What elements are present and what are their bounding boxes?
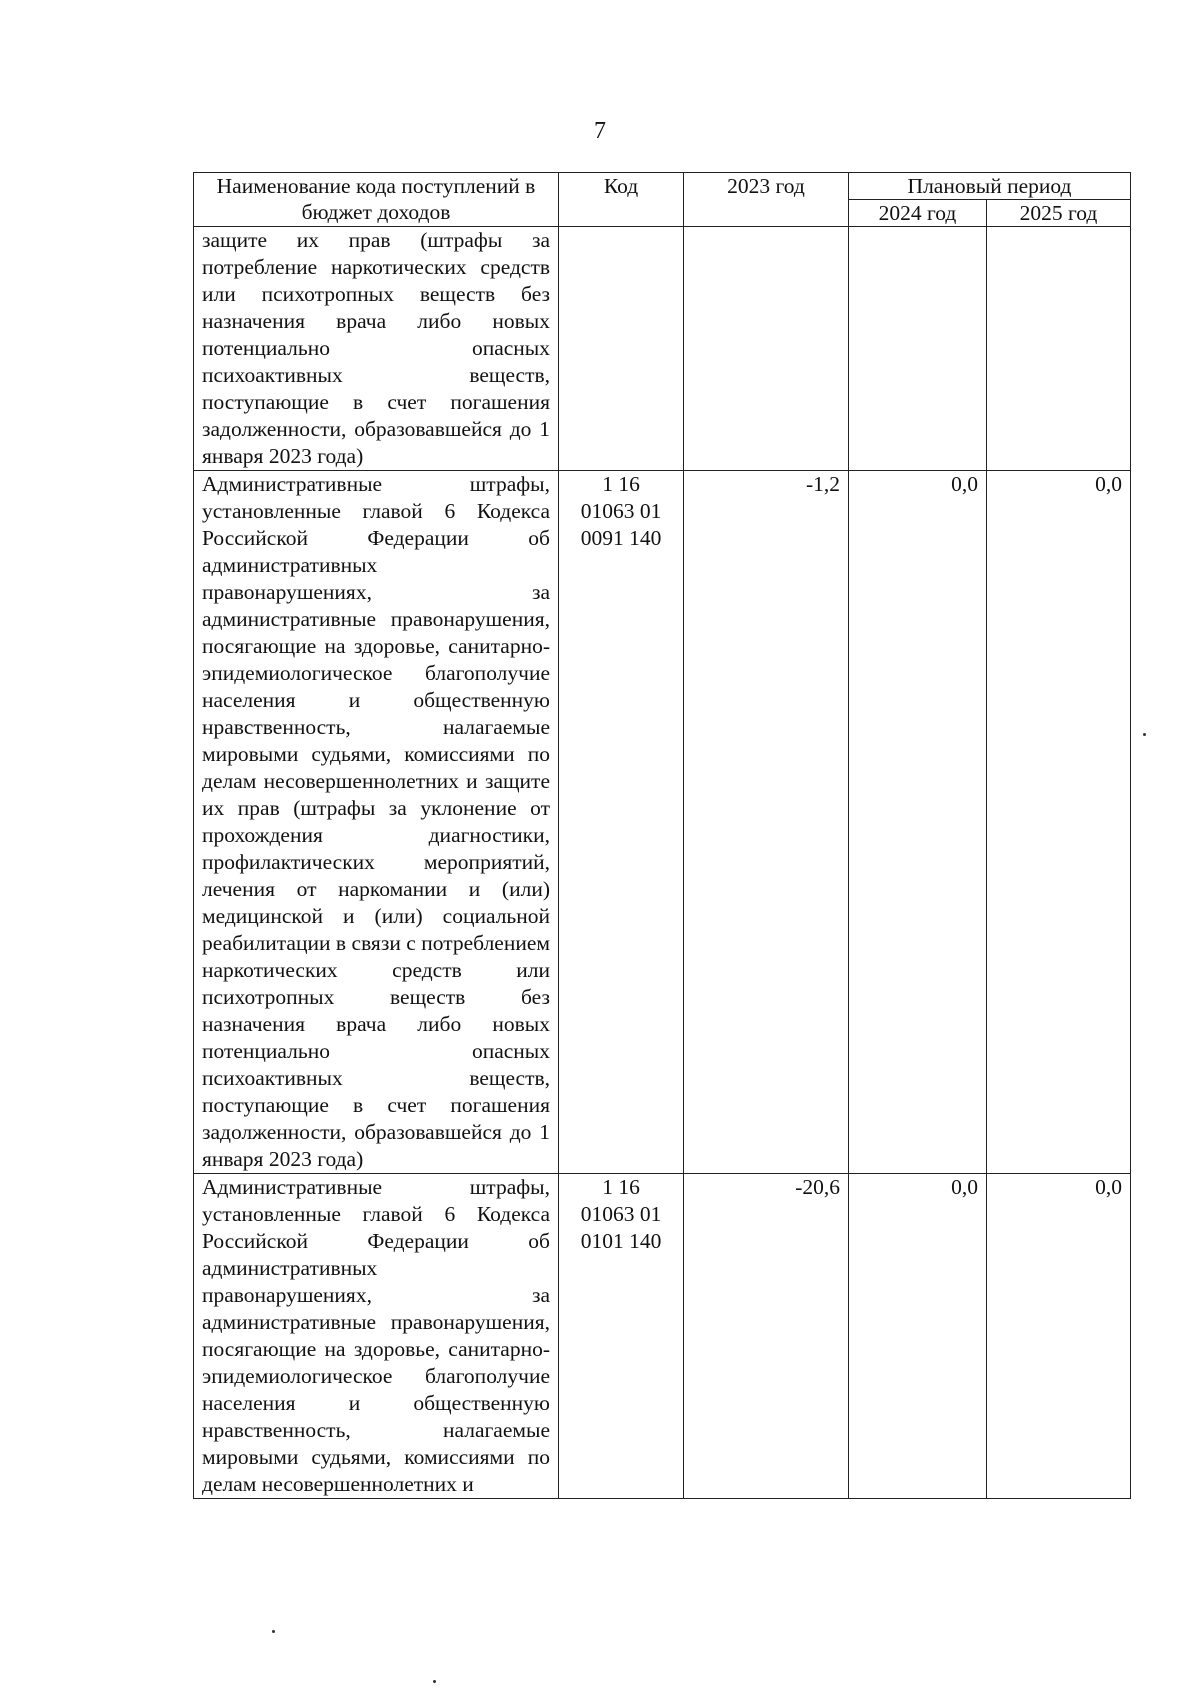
code-line: 1 16 bbox=[602, 472, 640, 496]
revenue-name: защите их прав (штрафы за потребление наркотических средств или психотропных веществ без назначения врача либо новых потенциально опасных психоактивных веществ, поступающие в счет погашения задолженности, образовавшейся до 1 января 2023 года) bbox=[194, 227, 559, 471]
scan-speck bbox=[1143, 733, 1146, 736]
page-number: 7 bbox=[594, 118, 606, 144]
value-2023 bbox=[684, 227, 849, 471]
value-2024 bbox=[849, 227, 987, 471]
revenue-code bbox=[559, 471, 684, 1174]
scan-speck bbox=[272, 1630, 275, 1633]
value-2023: -20,6 bbox=[684, 1174, 849, 1499]
revenue-name: Административные штрафы, установленные главой 6 Кодекса Российской Федерации об административных правонарушениях, за административные правонарушения, посягающие на здоровье, санитарно-эпидемиологическое благополучие населения и общественную нравственность, налагаемые мировыми судьями, комиссиями по делам несовершеннолетних и bbox=[194, 1174, 559, 1499]
scan-speck bbox=[433, 1680, 436, 1683]
value-2024: 0,0 bbox=[849, 1174, 987, 1499]
value-2025: 0,0 bbox=[987, 1174, 1131, 1499]
value-2025 bbox=[987, 227, 1131, 471]
revenue-name: Административные штрафы, установленные главой 6 Кодекса Российской Федерации об административных правонарушениях, за административные правонарушения, посягающие на здоровье, санитарно-эпидемиологическое благополучие населения и общественную нравственность, налагаемые мировыми судьями, комиссиями по делам несовершеннолетних и защите их прав (штрафы за уклонение от прохождения диагностики, профилактических мероприятий, лечения от наркомании и (или) медицинской и (или) социальной реабилитации в связи с потреблением наркотических средств или психотропных веществ без назначения врача либо новых потенциально опасных психоактивных веществ, поступающие в счет погашения задолженности, образовавшейся до 1 января 2023 года) bbox=[194, 471, 559, 1174]
revenue-code bbox=[559, 227, 684, 471]
budget-revenue-table bbox=[193, 172, 1131, 1499]
value-2024: 0,0 bbox=[849, 471, 987, 1174]
table-row bbox=[194, 227, 1131, 471]
value-2025: 0,0 bbox=[987, 471, 1131, 1174]
header-2023: 2023 год bbox=[684, 173, 849, 227]
header-2025: 2025 год bbox=[987, 200, 1131, 227]
code-line: 1 16 bbox=[602, 1175, 640, 1199]
header-planning-period: Плановый период bbox=[849, 173, 1131, 200]
value-2023: -1,2 bbox=[684, 471, 849, 1174]
code-line: 01063 01 bbox=[580, 499, 662, 523]
revenue-code bbox=[559, 1174, 684, 1499]
table-row bbox=[194, 1174, 1131, 1499]
code-line: 01063 01 bbox=[580, 1202, 662, 1226]
code-line: 0091 140 bbox=[580, 526, 662, 550]
code-line: 0101 140 bbox=[580, 1229, 662, 1253]
header-name: Наименование кода поступлений в бюджет доходов bbox=[194, 173, 559, 227]
table-row bbox=[194, 471, 1131, 1174]
header-2024: 2024 год bbox=[849, 200, 987, 227]
header-code: Код bbox=[559, 173, 684, 227]
